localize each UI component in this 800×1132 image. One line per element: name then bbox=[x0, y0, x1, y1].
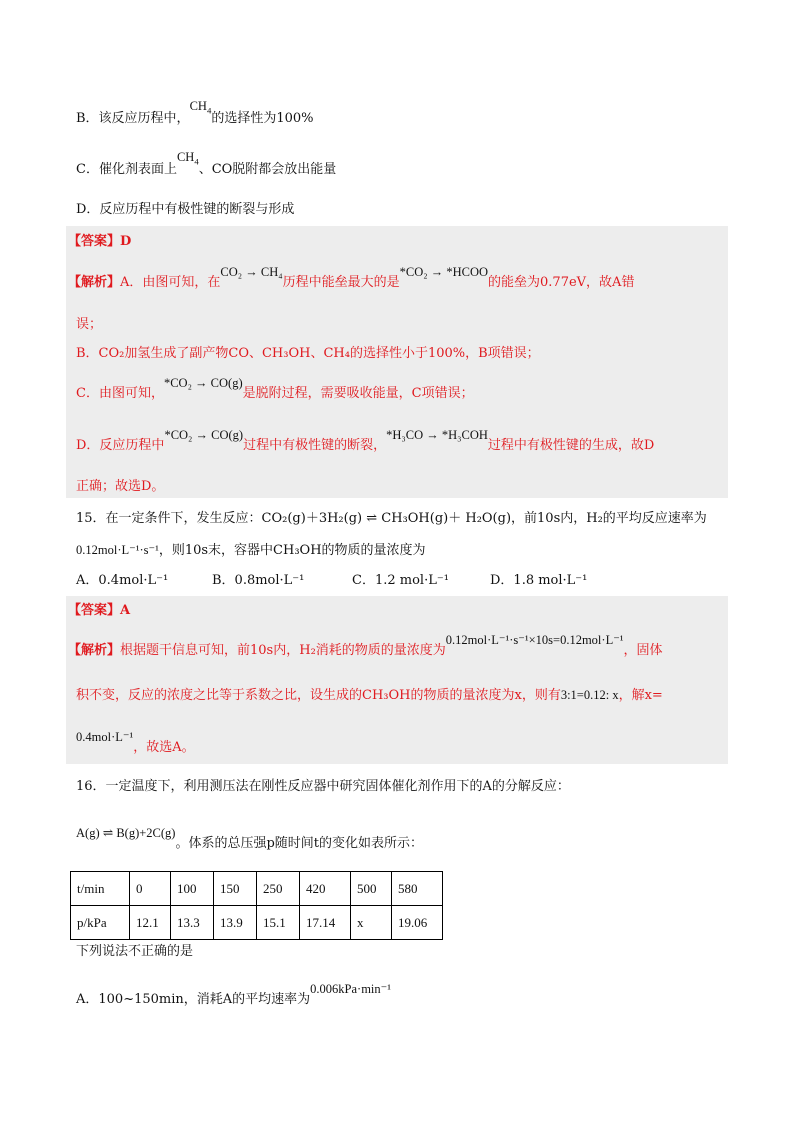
table-cell: 13.9 bbox=[214, 906, 257, 940]
q14-analysis-d: D．反应历程中*CO₂ → CO(g)过程中有极性键的断裂，*H₃CO → *H₃COH过程中有极性键的生成，故D bbox=[76, 428, 655, 453]
q15-option-a: A．0.4mol·L⁻¹ bbox=[76, 573, 169, 588]
q15-option-c: C．1.2 mol·L⁻¹ bbox=[352, 573, 449, 588]
table-cell: 19.06 bbox=[392, 906, 443, 940]
table-cell: 500 bbox=[351, 872, 392, 906]
q16-stem: 16．一定温度下，利用测压法在刚性反应器中研究固体催化剂作用下的A的分解反应： bbox=[76, 779, 570, 794]
table-row bbox=[71, 906, 443, 940]
q15-analysis-1: 【解析】根据题干信息可知，前10s内，H₂消耗的物质的量浓度为0.12mol·L⁻¹·s⁻¹×10s=0.12mol·L⁻¹，固体 bbox=[68, 633, 663, 658]
q15-analysis-3: 0.4mol·L⁻¹，故选A。 bbox=[76, 730, 195, 755]
q15-option-d: D．1.8 mol·L⁻¹ bbox=[490, 573, 588, 588]
table-cell: t/min bbox=[71, 872, 130, 906]
table-cell: 17.14 bbox=[300, 906, 351, 940]
pressure-time-table bbox=[70, 871, 443, 940]
q14-analysis-a-cont: 误； bbox=[76, 317, 103, 332]
table-cell: 12.1 bbox=[130, 906, 171, 940]
q15-option-b: B．0.8mol·L⁻¹ bbox=[212, 573, 305, 588]
ch4-formula: $CH_4$ bbox=[176, 150, 199, 167]
table-cell: 150 bbox=[214, 872, 257, 906]
q14-answer: 【答案】D bbox=[68, 234, 132, 249]
q14-option-b: B．该反应历程中，$CH_4$的选择性为100% bbox=[76, 99, 314, 126]
q16-stem-cont: A(g) ⇌ B(g)+2C(g)。体系的总压强p随时间t的变化如表所示： bbox=[76, 826, 423, 851]
table-cell: x bbox=[351, 906, 392, 940]
table-cell: p/kPa bbox=[71, 906, 130, 940]
q15-answer: 【答案】A bbox=[68, 603, 131, 618]
table-cell: 100 bbox=[171, 872, 214, 906]
q15-stem: 15．在一定条件下，发生反应：CO₂(g)＋3H₂(g) ⇌ CH₃OH(g)＋ H₂O(g)，前10s内，H₂的平均反应速率为 bbox=[76, 511, 707, 526]
table-cell: 0 bbox=[130, 872, 171, 906]
q14-analysis-b: B．CO₂加氢生成了副产物CO、CH₃OH、CH₄的选择性小于100%，B项错误； bbox=[76, 346, 540, 361]
q14-option-d: D．反应历程中有极性键的断裂与形成 bbox=[76, 202, 295, 217]
table-cell: 250 bbox=[257, 872, 300, 906]
q14-analysis-a: 【解析】A．由图可知，在CO₂ → CH₄历程中能垒最大的是*CO₂ → *HCOO的能垒为0.77eV，故A错 bbox=[68, 265, 635, 290]
table-cell: 13.3 bbox=[171, 906, 214, 940]
q14-option-c: C．催化剂表面上$CH_4$、CO脱附都会放出能量 bbox=[76, 150, 337, 177]
q16-prompt: 下列说法不正确的是 bbox=[76, 944, 194, 959]
q14-analysis-d-cont: 正确；故选D。 bbox=[76, 479, 165, 494]
ch4-formula: $CH_4$ bbox=[189, 99, 212, 116]
table-cell: 580 bbox=[392, 872, 443, 906]
q16-option-a: A．100~150min，消耗A的平均速率为0.006kPa·min⁻¹ bbox=[76, 982, 391, 1007]
table-cell: 15.1 bbox=[257, 906, 300, 940]
q15-stem-cont: 0.12mol·L⁻¹·s⁻¹，则10s末，容器中CH₃OH的物质的量浓度为 bbox=[76, 543, 426, 558]
table-cell: 420 bbox=[300, 872, 351, 906]
q14-analysis-c: C．由图可知，*CO₂ → CO(g)是脱附过程，需要吸收能量，C项错误； bbox=[76, 376, 474, 401]
q15-analysis-2: 积不变，反应的浓度之比等于系数之比，设生成的CH₃OH的物质的量浓度为x，则有3:1=0.12: x，解x= bbox=[76, 688, 663, 703]
table-row bbox=[71, 872, 443, 906]
